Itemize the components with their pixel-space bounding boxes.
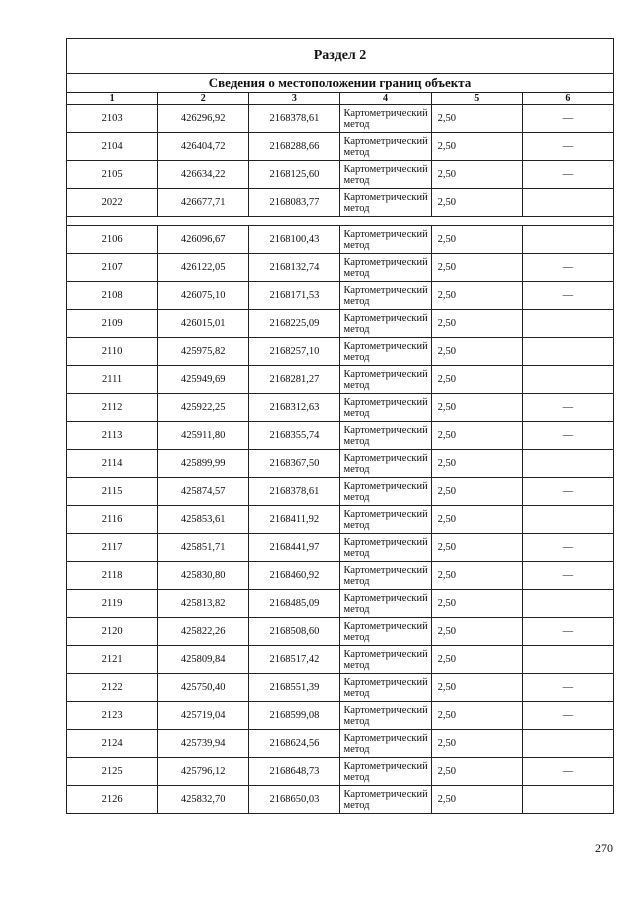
description-cell: — — [522, 702, 613, 730]
table-row — [67, 674, 614, 702]
description-cell — [522, 450, 613, 478]
method-line-2: метод — [343, 295, 370, 307]
method-line-1: Картометрический — [343, 620, 428, 632]
column-number: 6 — [522, 93, 613, 105]
table-row — [67, 618, 614, 646]
y-coordinate-cell: 2168648,73 — [249, 758, 340, 786]
x-coordinate-cell: 426122,05 — [158, 254, 249, 282]
method-line-1: Картометрический — [343, 704, 428, 716]
table-row — [67, 786, 614, 814]
x-coordinate-cell: 425911,80 — [158, 422, 249, 450]
error-cell: 2,50 — [431, 254, 522, 282]
method-line-1: Картометрический — [343, 760, 428, 772]
method-cell — [340, 161, 431, 189]
method-line-1: Картометрический — [343, 480, 428, 492]
y-coordinate-cell: 2168378,61 — [249, 478, 340, 506]
x-coordinate-cell: 425922,25 — [158, 394, 249, 422]
y-coordinate-cell: 2168441,97 — [249, 534, 340, 562]
method-line-2: метод — [343, 351, 370, 363]
y-coordinate-cell: 2168517,42 — [249, 646, 340, 674]
point-number-cell: 2123 — [67, 702, 158, 730]
method-line-2: метод — [343, 603, 370, 615]
x-coordinate-cell: 425809,84 — [158, 646, 249, 674]
point-number-cell: 2106 — [67, 226, 158, 254]
method-cell — [340, 506, 431, 534]
description-cell: — — [522, 394, 613, 422]
method-line-1: Картометрический — [343, 228, 428, 240]
method-line-2: метод — [343, 519, 370, 531]
method-cell — [340, 702, 431, 730]
error-cell: 2,50 — [431, 338, 522, 366]
y-coordinate-cell: 2168225,09 — [249, 310, 340, 338]
error-cell: 2,50 — [431, 730, 522, 758]
x-coordinate-cell: 425739,94 — [158, 730, 249, 758]
method-line-2: метод — [343, 379, 370, 391]
error-cell: 2,50 — [431, 786, 522, 814]
point-number-cell: 2122 — [67, 674, 158, 702]
error-cell: 2,50 — [431, 394, 522, 422]
method-line-2: метод — [343, 491, 370, 503]
description-cell: — — [522, 422, 613, 450]
point-number-cell: 2110 — [67, 338, 158, 366]
x-coordinate-cell: 426296,92 — [158, 105, 249, 133]
table-row — [67, 450, 614, 478]
method-line-2: метод — [343, 118, 370, 130]
column-number: 5 — [431, 93, 522, 105]
x-coordinate-cell: 425975,82 — [158, 338, 249, 366]
table-row — [67, 758, 614, 786]
x-coordinate-cell: 425949,69 — [158, 366, 249, 394]
table-row — [67, 133, 614, 161]
point-number-cell: 2126 — [67, 786, 158, 814]
description-cell: — — [522, 161, 613, 189]
method-line-2: метод — [343, 267, 370, 279]
point-number-cell: 2115 — [67, 478, 158, 506]
point-number-cell: 2121 — [67, 646, 158, 674]
column-number: 4 — [340, 93, 431, 105]
error-cell: 2,50 — [431, 758, 522, 786]
error-cell: 2,50 — [431, 478, 522, 506]
table-row — [67, 702, 614, 730]
y-coordinate-cell: 2168460,92 — [249, 562, 340, 590]
page-number: 270 — [595, 841, 613, 855]
method-cell — [340, 394, 431, 422]
table-subtitle: Сведения о местоположении границ объекта — [67, 74, 614, 93]
y-coordinate-cell: 2168650,03 — [249, 786, 340, 814]
y-coordinate-cell: 2168100,43 — [249, 226, 340, 254]
method-line-1: Картометрический — [343, 424, 428, 436]
section-title: Раздел 2 — [67, 39, 614, 74]
y-coordinate-cell: 2168257,10 — [249, 338, 340, 366]
method-line-1: Картометрический — [343, 396, 428, 408]
y-coordinate-cell: 2168508,60 — [249, 618, 340, 646]
point-number-cell: 2103 — [67, 105, 158, 133]
y-coordinate-cell: 2168411,92 — [249, 506, 340, 534]
method-cell — [340, 646, 431, 674]
method-line-2: метод — [343, 771, 370, 783]
table-row — [67, 422, 614, 450]
point-number-cell: 2120 — [67, 618, 158, 646]
table-row — [67, 161, 614, 189]
point-number-cell: 2105 — [67, 161, 158, 189]
y-coordinate-cell: 2168485,09 — [249, 590, 340, 618]
method-cell — [340, 105, 431, 133]
method-line-1: Картометрический — [343, 312, 428, 324]
table-row — [67, 189, 614, 217]
description-cell — [522, 730, 613, 758]
method-cell — [340, 422, 431, 450]
method-line-1: Картометрический — [343, 191, 428, 203]
error-cell: 2,50 — [431, 450, 522, 478]
method-line-1: Картометрический — [343, 564, 428, 576]
method-line-1: Картометрический — [343, 135, 428, 147]
point-number-cell: 2124 — [67, 730, 158, 758]
method-line-2: метод — [343, 239, 370, 251]
error-cell: 2,50 — [431, 702, 522, 730]
spacer-row — [67, 217, 614, 226]
x-coordinate-cell: 425874,57 — [158, 478, 249, 506]
method-line-2: метод — [343, 799, 370, 811]
x-coordinate-cell: 425750,40 — [158, 674, 249, 702]
x-coordinate-cell: 425719,04 — [158, 702, 249, 730]
point-number-cell: 2109 — [67, 310, 158, 338]
x-coordinate-cell: 426096,67 — [158, 226, 249, 254]
table-row — [67, 394, 614, 422]
description-cell: — — [522, 478, 613, 506]
point-number-cell: 2112 — [67, 394, 158, 422]
spacer-cell — [67, 217, 614, 226]
method-cell — [340, 562, 431, 590]
point-number-cell: 2113 — [67, 422, 158, 450]
method-cell — [340, 310, 431, 338]
method-line-2: метод — [343, 547, 370, 559]
method-line-1: Картометрический — [343, 256, 428, 268]
method-cell — [340, 786, 431, 814]
description-cell — [522, 189, 613, 217]
method-cell — [340, 338, 431, 366]
method-cell — [340, 254, 431, 282]
method-line-1: Картометрический — [343, 732, 428, 744]
method-line-1: Картометрический — [343, 163, 428, 175]
description-cell: — — [522, 674, 613, 702]
description-cell: — — [522, 254, 613, 282]
table-row — [67, 226, 614, 254]
method-line-1: Картометрический — [343, 648, 428, 660]
error-cell: 2,50 — [431, 646, 522, 674]
method-cell — [340, 590, 431, 618]
boundary-table — [66, 38, 614, 814]
y-coordinate-cell: 2168288,66 — [249, 133, 340, 161]
table-row — [67, 646, 614, 674]
table-row — [67, 254, 614, 282]
error-cell: 2,50 — [431, 105, 522, 133]
x-coordinate-cell: 425796,12 — [158, 758, 249, 786]
description-cell: — — [522, 534, 613, 562]
point-number-cell: 2108 — [67, 282, 158, 310]
error-cell: 2,50 — [431, 618, 522, 646]
point-number-cell: 2111 — [67, 366, 158, 394]
method-line-2: метод — [343, 174, 370, 186]
x-coordinate-cell: 425813,82 — [158, 590, 249, 618]
method-line-2: метод — [343, 435, 370, 447]
x-coordinate-cell: 425830,80 — [158, 562, 249, 590]
method-cell — [340, 758, 431, 786]
description-cell — [522, 646, 613, 674]
error-cell: 2,50 — [431, 534, 522, 562]
method-cell — [340, 282, 431, 310]
table-row — [67, 366, 614, 394]
method-line-2: метод — [343, 715, 370, 727]
column-number: 3 — [249, 93, 340, 105]
method-line-1: Картометрический — [343, 536, 428, 548]
description-cell — [522, 338, 613, 366]
method-line-1: Картометрический — [343, 676, 428, 688]
table-row — [67, 534, 614, 562]
x-coordinate-cell: 426634,22 — [158, 161, 249, 189]
method-cell — [340, 366, 431, 394]
method-line-2: метод — [343, 659, 370, 671]
method-cell — [340, 226, 431, 254]
table-row — [67, 562, 614, 590]
table-row — [67, 506, 614, 534]
method-line-1: Картометрический — [343, 592, 428, 604]
description-cell — [522, 590, 613, 618]
method-cell — [340, 450, 431, 478]
column-number: 1 — [67, 93, 158, 105]
method-line-1: Картометрический — [343, 452, 428, 464]
x-coordinate-cell: 426404,72 — [158, 133, 249, 161]
error-cell: 2,50 — [431, 422, 522, 450]
y-coordinate-cell: 2168125,60 — [249, 161, 340, 189]
description-cell — [522, 786, 613, 814]
description-cell — [522, 506, 613, 534]
method-line-1: Картометрический — [343, 340, 428, 352]
description-cell: — — [522, 758, 613, 786]
method-line-2: метод — [343, 146, 370, 158]
y-coordinate-cell: 2168624,56 — [249, 730, 340, 758]
point-number-cell: 2116 — [67, 506, 158, 534]
method-cell — [340, 133, 431, 161]
table-row — [67, 338, 614, 366]
method-line-2: метод — [343, 687, 370, 699]
description-cell — [522, 226, 613, 254]
method-line-2: метод — [343, 743, 370, 755]
point-number-cell: 2125 — [67, 758, 158, 786]
method-line-2: метод — [343, 407, 370, 419]
method-line-1: Картометрический — [343, 508, 428, 520]
error-cell: 2,50 — [431, 674, 522, 702]
point-number-cell: 2022 — [67, 189, 158, 217]
error-cell: 2,50 — [431, 562, 522, 590]
coordinates-sheet — [66, 38, 614, 814]
method-line-2: метод — [343, 575, 370, 587]
x-coordinate-cell: 425832,70 — [158, 786, 249, 814]
y-coordinate-cell: 2168312,63 — [249, 394, 340, 422]
error-cell: 2,50 — [431, 189, 522, 217]
point-number-cell: 2117 — [67, 534, 158, 562]
y-coordinate-cell: 2168551,39 — [249, 674, 340, 702]
method-line-2: метод — [343, 463, 370, 475]
x-coordinate-cell: 425822,26 — [158, 618, 249, 646]
description-cell — [522, 310, 613, 338]
description-cell — [522, 366, 613, 394]
method-cell — [340, 189, 431, 217]
error-cell: 2,50 — [431, 161, 522, 189]
y-coordinate-cell: 2168378,61 — [249, 105, 340, 133]
error-cell: 2,50 — [431, 590, 522, 618]
method-line-2: метод — [343, 323, 370, 335]
point-number-cell: 2119 — [67, 590, 158, 618]
method-cell — [340, 730, 431, 758]
error-cell: 2,50 — [431, 282, 522, 310]
point-number-cell: 2114 — [67, 450, 158, 478]
point-number-cell: 2104 — [67, 133, 158, 161]
x-coordinate-cell: 426015,01 — [158, 310, 249, 338]
method-line-1: Картометрический — [343, 107, 428, 119]
method-line-2: метод — [343, 202, 370, 214]
table-row — [67, 730, 614, 758]
method-cell — [340, 534, 431, 562]
x-coordinate-cell: 425853,61 — [158, 506, 249, 534]
method-cell — [340, 674, 431, 702]
column-number: 2 — [158, 93, 249, 105]
x-coordinate-cell: 426075,10 — [158, 282, 249, 310]
description-cell: — — [522, 282, 613, 310]
error-cell: 2,50 — [431, 133, 522, 161]
error-cell: 2,50 — [431, 366, 522, 394]
error-cell: 2,50 — [431, 226, 522, 254]
method-line-1: Картометрический — [343, 788, 428, 800]
method-line-1: Картометрический — [343, 368, 428, 380]
method-cell — [340, 478, 431, 506]
y-coordinate-cell: 2168355,74 — [249, 422, 340, 450]
y-coordinate-cell: 2168599,08 — [249, 702, 340, 730]
table-row — [67, 590, 614, 618]
description-cell: — — [522, 105, 613, 133]
y-coordinate-cell: 2168132,74 — [249, 254, 340, 282]
description-cell: — — [522, 562, 613, 590]
table-row — [67, 310, 614, 338]
column-number-row — [67, 93, 614, 105]
table-row — [67, 105, 614, 133]
table-row — [67, 282, 614, 310]
description-cell: — — [522, 618, 613, 646]
method-cell — [340, 618, 431, 646]
method-line-2: метод — [343, 631, 370, 643]
point-number-cell: 2118 — [67, 562, 158, 590]
point-number-cell: 2107 — [67, 254, 158, 282]
description-cell: — — [522, 133, 613, 161]
x-coordinate-cell: 425851,71 — [158, 534, 249, 562]
y-coordinate-cell: 2168083,77 — [249, 189, 340, 217]
y-coordinate-cell: 2168171,53 — [249, 282, 340, 310]
error-cell: 2,50 — [431, 506, 522, 534]
x-coordinate-cell: 425899,99 — [158, 450, 249, 478]
method-line-1: Картометрический — [343, 284, 428, 296]
y-coordinate-cell: 2168367,50 — [249, 450, 340, 478]
error-cell: 2,50 — [431, 310, 522, 338]
table-row — [67, 478, 614, 506]
y-coordinate-cell: 2168281,27 — [249, 366, 340, 394]
x-coordinate-cell: 426677,71 — [158, 189, 249, 217]
